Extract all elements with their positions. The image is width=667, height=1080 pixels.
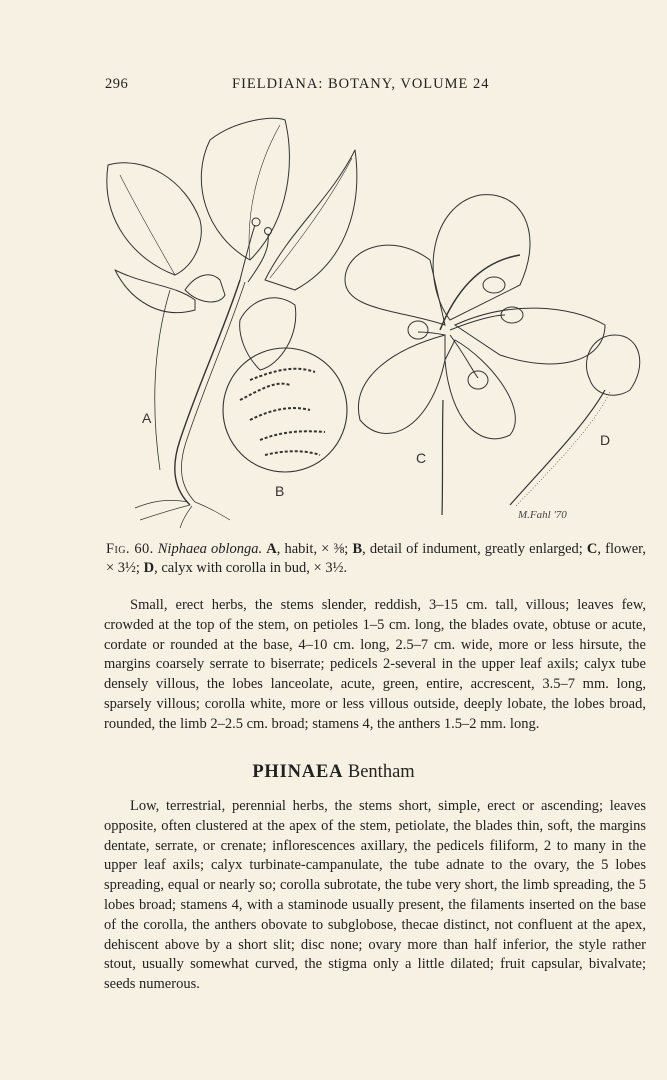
genus-author: Bentham	[347, 762, 415, 782]
panel-label-a: A	[142, 410, 152, 426]
petal-right	[455, 308, 605, 364]
petal-top	[433, 195, 530, 320]
leaf-left	[107, 163, 201, 275]
panel-label-d: D	[600, 432, 611, 448]
petal-lower-right	[445, 340, 515, 439]
species-description: Small, erect herbs, the stems slender, reddish, 3–15 cm. tall, villous; leaves few, crowded at the top of the stem, on petioles 1–5 cm. long, the blades ovate, obtuse or acute, cordate or rounded at the base, 4–10 cm. long, 2.5–7 cm. wide, more or less hirsute, the margins coarsely serrate to biserrate; pedicels 2-several in the upper leaf axils; calyx tube densely villous, the lobes lanceolate, acute, green, entire, accrescent, 3.5–7 mm. long, sparsely villous; corolla white, more or less villous outside, deeply lobate, the lobes broad, rounded, the limb 2–2.5 cm. broad; stamens 4, the anthers 1.5–2 mm. long.	[104, 597, 646, 732]
genus-name: PHINAEA	[252, 762, 344, 782]
caption-c-label: C	[586, 541, 598, 557]
leaf-lower-left	[115, 270, 195, 313]
leaf-lower-right	[240, 298, 296, 370]
caption-b-text: , detail of indument, greatly enlarged;	[362, 541, 587, 557]
caption-species: Niphaea oblonga.	[157, 541, 263, 557]
plant-habit-drawing	[107, 118, 357, 528]
illustration-drawing	[100, 110, 645, 530]
page-number: 296	[105, 76, 129, 92]
caption-fig-label: Fig. 60.	[106, 541, 154, 557]
caption-d-label: D	[143, 560, 155, 576]
caption-a-text: , habit, × ⅜;	[276, 541, 353, 557]
genus-heading	[0, 762, 667, 783]
bud	[586, 335, 639, 395]
caption-c-text: , flower, × 3½;	[106, 541, 647, 576]
journal-title: FIELDIANA: BOTANY, VOLUME 24	[232, 76, 490, 92]
caption-d-text: , calyx with corolla in bud, × 3½.	[154, 560, 348, 576]
flower-drawing	[345, 195, 605, 515]
stem	[175, 280, 240, 505]
botanical-illustration	[100, 110, 645, 530]
roots	[135, 500, 230, 528]
panel-label-b: B	[275, 483, 285, 499]
leaf-small	[185, 275, 225, 302]
artist-signature: M.Fahl '70	[518, 509, 567, 521]
figure-caption	[106, 540, 646, 578]
genus-description: Low, terrestrial, perennial herbs, the stems short, simple, erect or ascending; leaves opposite, often clustered at the apex of the stem, petiolate, the blades thin, soft, the margins dentate, serrate, or crenate; inflorescences axillary, the pedicels filiform, 2 to many in the upper leaf axils; calyx turbinate-campanulate, the tube adnate to the ovary, the 5 lobes spreading, equal or nearly so; corolla subrotate, the tube very short, the limb spreading, the 5 lobes broad; stamens 4, with a staminode usually present, the filaments inserted on the base of the corolla, the anthers obovate to subglobose, thecae distinct, not confluent at the apex, dehiscent above by a short slit; disc none; ovary more than half inferior, the style rather stout, usually somewhat curved, the stigma only a little dilated; fruit capsular, bivalvate; seeds numerous.	[104, 798, 646, 993]
panel-label-c: C	[416, 450, 427, 466]
leaf-right	[265, 150, 357, 290]
pedicel	[442, 400, 443, 515]
indument-detail-drawing	[223, 348, 347, 472]
petal-left	[345, 245, 445, 325]
leaf-top-center	[201, 118, 289, 260]
caption-b-label: B	[352, 541, 363, 557]
petal-lower-left	[358, 335, 445, 434]
caption-a-label: A	[266, 541, 277, 557]
